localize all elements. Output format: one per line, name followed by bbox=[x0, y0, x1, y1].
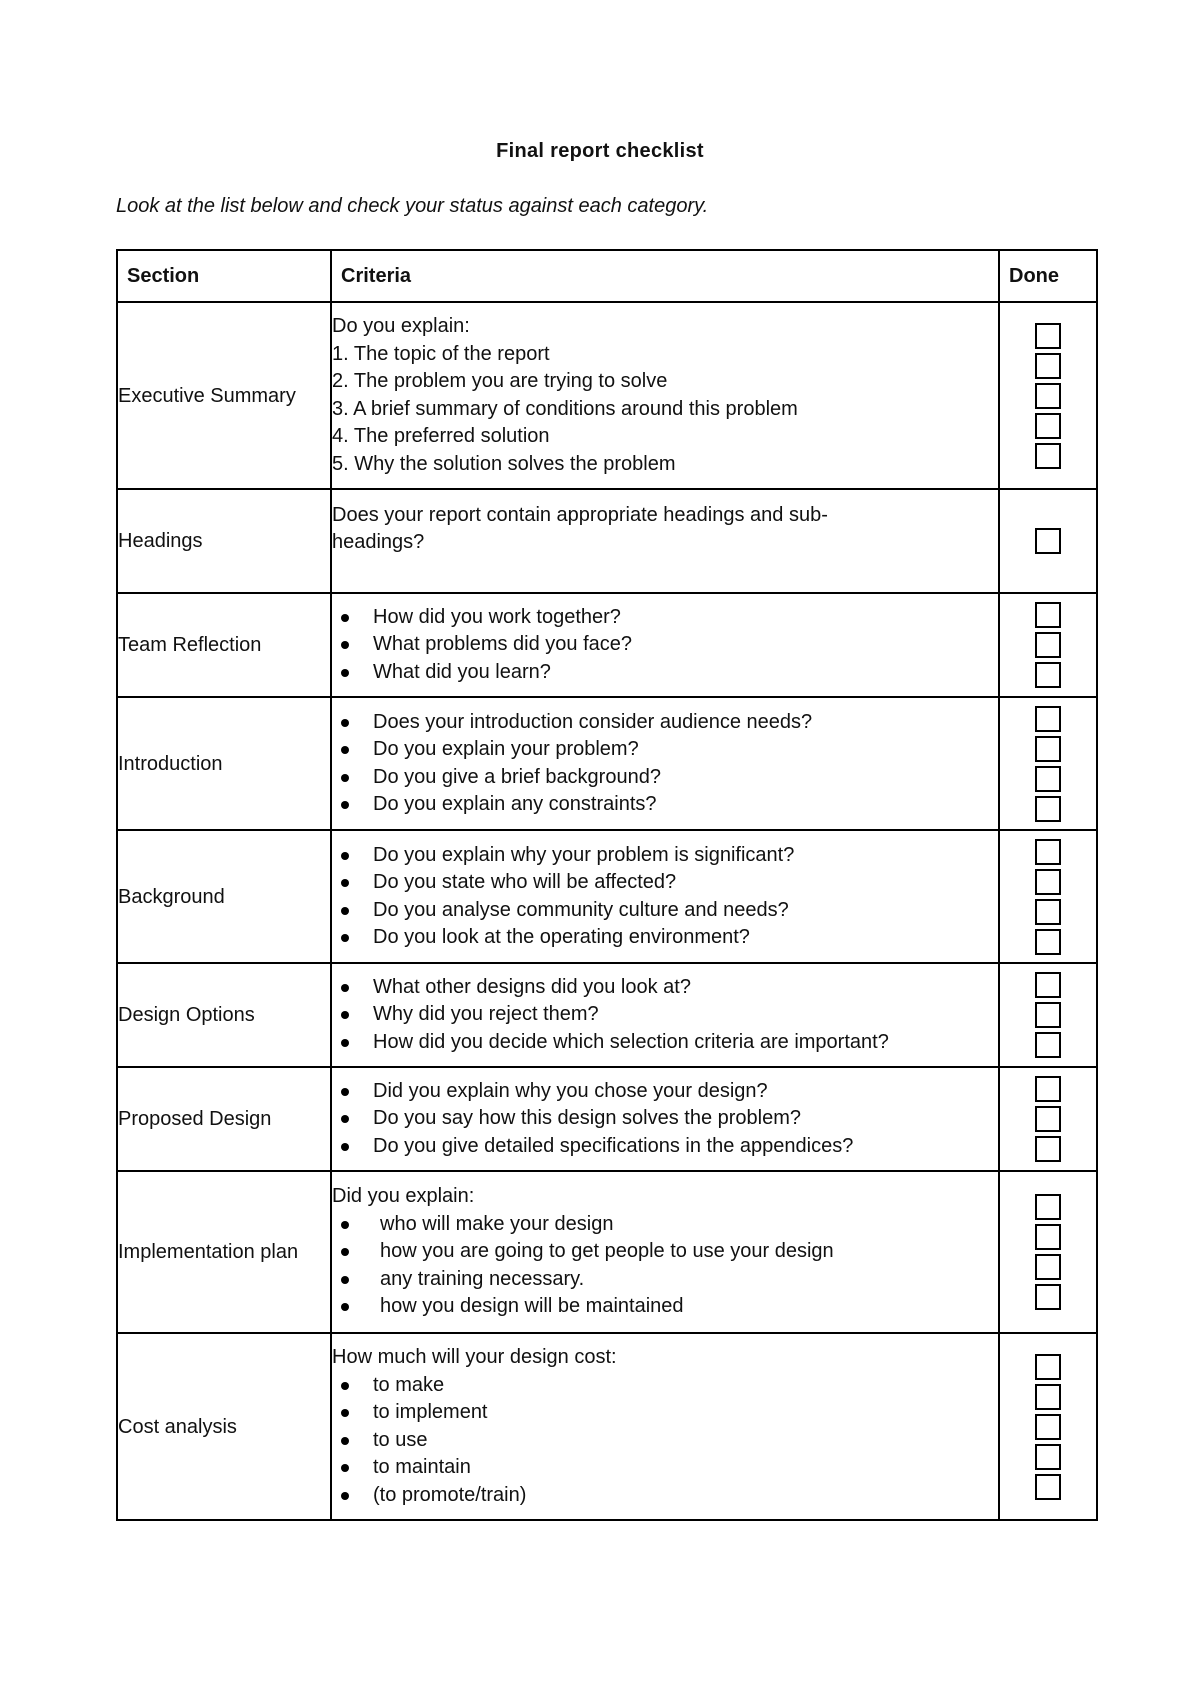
criteria-cell bbox=[331, 963, 999, 1067]
list-item: to make bbox=[332, 1372, 998, 1400]
section-cell bbox=[117, 302, 331, 489]
list-item: Do you analyse community culture and needs? bbox=[332, 897, 998, 925]
criteria-intro: Do you explain: bbox=[332, 315, 470, 337]
list-item: What did you learn? bbox=[332, 659, 998, 687]
criteria-cell bbox=[331, 593, 999, 697]
table-row bbox=[117, 593, 1097, 697]
done-cell bbox=[999, 830, 1097, 963]
page-title: Final report checklist bbox=[496, 140, 704, 162]
list-item: to use bbox=[332, 1427, 998, 1455]
list-item: Do you state who will be affected? bbox=[332, 869, 998, 897]
bullet-list bbox=[332, 1078, 998, 1161]
section-cell bbox=[117, 1171, 331, 1333]
done-checkbox[interactable] bbox=[1035, 413, 1061, 439]
done-checkbox[interactable] bbox=[1035, 796, 1061, 822]
table-row bbox=[117, 302, 1097, 489]
done-checkbox[interactable] bbox=[1035, 1254, 1061, 1280]
bullet-list bbox=[332, 1372, 998, 1510]
checklist-table bbox=[116, 249, 1098, 1521]
section-label: Headings bbox=[118, 530, 203, 552]
numbered-item: 5. Why the solution solves the problem bbox=[332, 452, 676, 475]
done-checkbox[interactable] bbox=[1035, 1032, 1061, 1058]
done-checkbox[interactable] bbox=[1035, 602, 1061, 628]
page-subtitle: Look at the list below and check your status against each category. bbox=[116, 195, 709, 217]
criteria-cell bbox=[331, 489, 999, 593]
done-checkbox[interactable] bbox=[1035, 706, 1061, 732]
done-checkbox[interactable] bbox=[1035, 1136, 1061, 1162]
done-cell bbox=[999, 697, 1097, 830]
criteria-cell bbox=[331, 1067, 999, 1171]
list-item: Why did you reject them? bbox=[332, 1001, 998, 1029]
done-checkbox[interactable] bbox=[1035, 1284, 1061, 1310]
section-cell bbox=[117, 830, 331, 963]
done-checkbox[interactable] bbox=[1035, 1002, 1061, 1028]
header-criteria: Criteria bbox=[331, 250, 999, 302]
done-checkbox[interactable] bbox=[1035, 1076, 1061, 1102]
table-row bbox=[117, 830, 1097, 963]
section-label: Proposed Design bbox=[118, 1108, 272, 1130]
criteria-intro: Did you explain: bbox=[332, 1185, 475, 1208]
bullet-list bbox=[332, 842, 998, 952]
done-cell bbox=[999, 593, 1097, 697]
list-item: Do you look at the operating environment? bbox=[332, 924, 998, 952]
table-row bbox=[117, 1333, 1097, 1520]
list-item: (to promote/train) bbox=[332, 1482, 998, 1510]
criteria-text: Does your report contain appropriate headings and sub-headings? bbox=[332, 503, 828, 553]
list-item: how you design will be maintained bbox=[332, 1293, 998, 1321]
list-item: who will make your design bbox=[332, 1211, 998, 1239]
done-cell bbox=[999, 302, 1097, 489]
checkbox-group bbox=[1000, 1354, 1096, 1500]
table-row bbox=[117, 697, 1097, 830]
done-checkbox[interactable] bbox=[1035, 736, 1061, 762]
done-checkbox[interactable] bbox=[1035, 1414, 1061, 1440]
done-checkbox[interactable] bbox=[1035, 839, 1061, 865]
done-checkbox[interactable] bbox=[1035, 1384, 1061, 1410]
list-item: to maintain bbox=[332, 1454, 998, 1482]
section-cell bbox=[117, 489, 331, 593]
header-row bbox=[117, 250, 1097, 302]
done-cell bbox=[999, 1171, 1097, 1333]
checkbox-group bbox=[1000, 972, 1096, 1058]
done-cell bbox=[999, 1067, 1097, 1171]
list-item: Do you give a brief background? bbox=[332, 764, 998, 792]
criteria-cell bbox=[331, 697, 999, 830]
section-cell bbox=[117, 593, 331, 697]
criteria-cell bbox=[331, 1171, 999, 1333]
done-checkbox[interactable] bbox=[1035, 1106, 1061, 1132]
bullet-list bbox=[332, 974, 998, 1057]
criteria-cell bbox=[331, 302, 999, 489]
done-checkbox[interactable] bbox=[1035, 929, 1061, 955]
list-item: How did you decide which selection criteria are important? bbox=[332, 1029, 998, 1057]
done-checkbox[interactable] bbox=[1035, 1224, 1061, 1250]
checklist-rows bbox=[117, 302, 1097, 1520]
done-checkbox[interactable] bbox=[1035, 443, 1061, 469]
section-label: Implementation plan bbox=[118, 1241, 299, 1263]
list-item: Do you explain why your problem is significant? bbox=[332, 842, 998, 870]
done-checkbox[interactable] bbox=[1035, 1474, 1061, 1500]
list-item: How did you work together? bbox=[332, 604, 998, 632]
checkbox-group bbox=[1000, 839, 1096, 955]
done-checkbox[interactable] bbox=[1035, 323, 1061, 349]
section-label: Cost analysis bbox=[118, 1415, 237, 1438]
done-checkbox[interactable] bbox=[1035, 766, 1061, 792]
bullet-list bbox=[332, 604, 998, 687]
list-item: Does your introduction consider audience needs? bbox=[332, 709, 998, 737]
done-checkbox[interactable] bbox=[1035, 528, 1061, 554]
checkbox-group bbox=[1000, 528, 1096, 554]
done-checkbox[interactable] bbox=[1035, 1444, 1061, 1470]
done-cell bbox=[999, 489, 1097, 593]
header-section: Section bbox=[117, 250, 331, 302]
checkbox-group bbox=[1000, 323, 1096, 469]
checkbox-group bbox=[1000, 1076, 1096, 1162]
section-cell bbox=[117, 1067, 331, 1171]
section-label: Team Reflection bbox=[118, 634, 262, 656]
criteria-cell bbox=[331, 1333, 999, 1520]
list-item: What other designs did you look at? bbox=[332, 974, 998, 1002]
list-item: What problems did you face? bbox=[332, 631, 998, 659]
bullet-list bbox=[332, 1211, 998, 1321]
list-item: Do you explain your problem? bbox=[332, 736, 998, 764]
done-checkbox[interactable] bbox=[1035, 1194, 1061, 1220]
checkbox-group bbox=[1000, 1194, 1096, 1310]
list-item: how you are going to get people to use your design bbox=[332, 1238, 998, 1266]
table-row bbox=[117, 1171, 1097, 1333]
header-done: Done bbox=[999, 250, 1097, 302]
list-item: to implement bbox=[332, 1399, 998, 1427]
checkbox-group bbox=[1000, 602, 1096, 688]
section-label: Executive Summary bbox=[118, 384, 296, 407]
section-label: Background bbox=[118, 885, 225, 908]
numbered-item: 4. The preferred solution bbox=[332, 425, 550, 447]
done-checkbox[interactable] bbox=[1035, 972, 1061, 998]
numbered-item: 2. The problem you are trying to solve bbox=[332, 370, 668, 392]
list-item: Did you explain why you chose your design? bbox=[332, 1078, 998, 1106]
list-item: Do you explain any constraints? bbox=[332, 791, 998, 819]
list-item: Do you give detailed specifications in the appendices? bbox=[332, 1133, 998, 1161]
numbered-item: 1. The topic of the report bbox=[332, 342, 550, 365]
list-item: Do you say how this design solves the problem? bbox=[332, 1105, 998, 1133]
criteria-cell bbox=[331, 830, 999, 963]
done-checkbox[interactable] bbox=[1035, 632, 1061, 658]
numbered-item: 3. A brief summary of conditions around this problem bbox=[332, 397, 798, 420]
done-checkbox[interactable] bbox=[1035, 899, 1061, 925]
done-checkbox[interactable] bbox=[1035, 353, 1061, 379]
criteria-intro: How much will your design cost: bbox=[332, 1346, 617, 1368]
section-label: Introduction bbox=[118, 752, 223, 775]
section-cell bbox=[117, 963, 331, 1067]
done-cell bbox=[999, 963, 1097, 1067]
done-cell bbox=[999, 1333, 1097, 1520]
done-checkbox[interactable] bbox=[1035, 383, 1061, 409]
done-checkbox[interactable] bbox=[1035, 1354, 1061, 1380]
table-row bbox=[117, 1067, 1097, 1171]
list-item: any training necessary. bbox=[332, 1266, 998, 1294]
done-checkbox[interactable] bbox=[1035, 662, 1061, 688]
section-cell bbox=[117, 1333, 331, 1520]
checkbox-group bbox=[1000, 706, 1096, 822]
bullet-list bbox=[332, 709, 998, 819]
table-row bbox=[117, 489, 1097, 593]
table-row bbox=[117, 963, 1097, 1067]
done-checkbox[interactable] bbox=[1035, 869, 1061, 895]
section-cell bbox=[117, 697, 331, 830]
section-label: Design Options bbox=[118, 1004, 255, 1026]
